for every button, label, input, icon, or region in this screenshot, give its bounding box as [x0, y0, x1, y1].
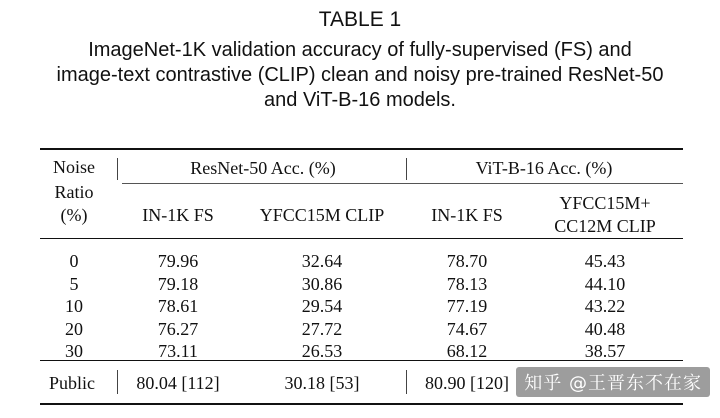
- row-header-label: Ratio: [54, 182, 94, 202]
- column-header: CC12M CLIP: [554, 216, 656, 236]
- table-cell: 26.53: [301, 341, 343, 361]
- column-divider: [117, 370, 118, 394]
- column-header: YFCC15M CLIP: [259, 205, 385, 225]
- table-cell: 78.13: [446, 273, 488, 294]
- group-header: ResNet-50 Acc. (%): [190, 158, 336, 178]
- caption-line: image-text contrastive (CLIP) clean and noisy pre-trained ResNet-50: [56, 64, 664, 86]
- table-cell: 45.43: [584, 251, 626, 271]
- row-header-label: (%): [60, 205, 88, 225]
- group-header: ViT-B-16 Acc. (%): [475, 158, 613, 178]
- table-cell: 80.04 [112]: [136, 373, 220, 393]
- table-cell: 80.90 [120]: [425, 373, 509, 393]
- table-cell: 79.18: [157, 273, 199, 294]
- noise-ratio-cell: 10: [65, 296, 83, 316]
- noise-ratio-cell: 5: [69, 273, 79, 294]
- table-cell: 78.70: [446, 251, 488, 271]
- table-cell: 30.18 [53]: [284, 373, 360, 393]
- noise-ratio-cell: 20: [65, 318, 83, 339]
- column-header: IN-1K FS: [142, 205, 214, 225]
- row-header-label: Noise: [53, 157, 95, 177]
- table-bottom-rule: [40, 403, 683, 405]
- table-cell: 79.96: [157, 251, 199, 271]
- table-cell: 40.48: [584, 318, 626, 339]
- watermark: 知乎 @王晋东不在家: [516, 367, 710, 397]
- column-header: YFCC15M+: [559, 193, 651, 213]
- column-divider: [406, 158, 407, 180]
- table-label: TABLE 1: [318, 8, 402, 31]
- table-cell: 27.72: [301, 318, 343, 339]
- public-row-label: Public: [48, 373, 96, 393]
- table-caption: [0, 38, 720, 113]
- table-cell: 38.57: [584, 341, 626, 361]
- table-cell: 76.27: [157, 318, 199, 339]
- table-cell: 30.86: [301, 273, 343, 294]
- caption-line: ImageNet-1K validation accuracy of fully-supervised (FS) and: [88, 39, 632, 61]
- column-divider: [117, 158, 118, 180]
- table-cell: 73.11: [158, 341, 198, 361]
- table-top-rule: [40, 148, 683, 150]
- noise-ratio-cell: 30: [65, 341, 83, 361]
- table-cell: 78.61: [157, 296, 199, 316]
- table-cell: 74.67: [446, 318, 488, 339]
- table-cell: 68.12: [446, 341, 488, 361]
- table-cell: 43.22: [584, 296, 626, 316]
- table-cell: 29.54: [301, 296, 343, 316]
- caption-line: and ViT-B-16 models.: [264, 89, 456, 111]
- column-header: IN-1K FS: [431, 205, 503, 225]
- header-rule: [40, 238, 683, 239]
- noise-ratio-cell: 0: [69, 251, 79, 271]
- table-cell: 44.10: [584, 273, 626, 294]
- table-cell: 77.19: [446, 296, 488, 316]
- table-cell: 32.64: [301, 251, 343, 271]
- column-divider: [406, 370, 407, 394]
- group-underline: [122, 183, 683, 184]
